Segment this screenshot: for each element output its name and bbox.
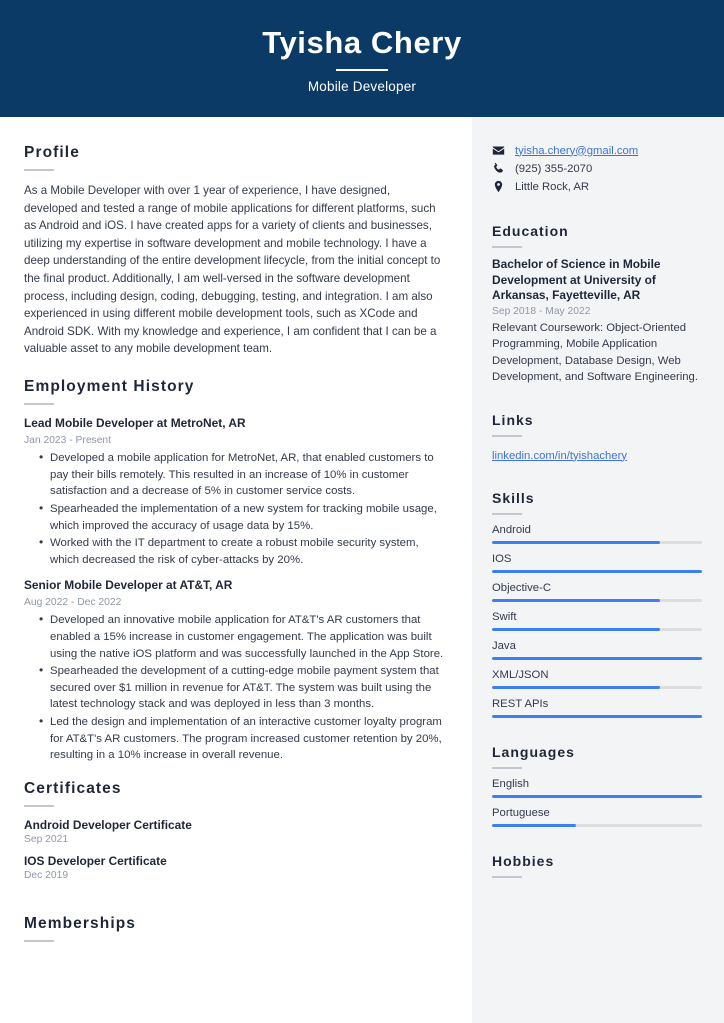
languages-heading-rule: [492, 767, 522, 769]
job-bullet: • Spearheaded the implementation of a new system for tracking mobile usage, which improved the accuracy of usage data by 15%.: [41, 501, 446, 534]
link-linkedin[interactable]: linkedin.com/in/tyishachery: [492, 449, 627, 462]
job-entry: [24, 416, 446, 568]
contact-phone-value: (925) 355-2070: [515, 162, 593, 175]
phone-icon: [492, 162, 508, 175]
skill-label: XML/JSON: [492, 668, 549, 681]
section-education: [492, 223, 702, 386]
links-heading: Links: [492, 411, 534, 428]
memberships-heading: Memberships: [24, 915, 137, 933]
skills-heading-rule: [492, 513, 522, 515]
section-memberships: [24, 915, 446, 942]
skill-bar-fill: [492, 541, 660, 544]
skill-bar-track: [492, 686, 702, 689]
job-title: Lead Mobile Developer at MetroNet, AR: [24, 416, 246, 431]
certificate-name: Android Developer Certificate: [24, 818, 192, 833]
hobbies-heading-rule: [492, 876, 522, 878]
languages-heading: Languages: [492, 743, 575, 760]
job-bullet: • Developed an innovative mobile application for AT&T's AR customers that enabled a 15% increase in customer engagement. The application was built using the native iOS platform and was successfully launched in the App Store.: [41, 612, 446, 662]
profile-text: As a Mobile Developer with over 1 year of experience, I have designed, developed and tested a range of mobile applications for different platforms, such as Android and iOS. I have created apps for a variety of clients and businesses, utilizing my expertise in software development and mobile technology. I have a deep understanding of the entire development lifecycle, from the initial concept to the final product. Additionally, I am well-versed in the software development process, including design, coding, debugging, testing, and integration. I am also experienced in using different mobile development tools, such as XCode and Android SDK. With my knowledge and experience, I am confident that I can be a valuable asset to any mobile development team.: [24, 184, 441, 356]
skill-label: Android: [492, 523, 531, 536]
profile-heading-rule: [24, 169, 54, 171]
job-dates: Jan 2023 - Present: [24, 434, 112, 446]
skill-item: [492, 524, 702, 544]
resume-body: [0, 117, 724, 1023]
certificates-heading: Certificates: [24, 780, 122, 798]
language-label: Portuguese: [492, 806, 550, 819]
job-bullet: • Spearheaded the development of a cutting-edge mobile payment system that secured over $1 million in revenue for AT&T. The system was built using the latest technology stack and was deployed in less than 3 months.: [41, 663, 446, 713]
contact-location-value: Little Rock, AR: [515, 180, 590, 193]
job-bullet: • Led the design and implementation of an interactive customer loyalty program for AT&T's AR customers. The program increased customer retention by 20%, resulting in a 10% increase in overall revenue.: [41, 714, 446, 764]
skill-item: [492, 640, 702, 660]
contact-email-row[interactable]: [492, 144, 702, 157]
skill-bar-fill: [492, 628, 660, 631]
profile-heading: Profile: [24, 144, 80, 161]
skill-bar-track: [492, 628, 702, 631]
candidate-name: Tyisha Chery: [262, 25, 462, 61]
certificate-date: Dec 2019: [24, 870, 69, 882]
skill-item: [492, 669, 702, 689]
links-heading-rule: [492, 435, 522, 437]
candidate-job-title: Mobile Developer: [307, 78, 417, 94]
skill-bar-fill: [492, 599, 660, 602]
skill-bar-fill: [492, 657, 702, 660]
job-title: Senior Mobile Developer at AT&T, AR: [24, 578, 233, 593]
hobbies-heading: Hobbies: [492, 852, 555, 869]
certificate-name: IOS Developer Certificate: [24, 854, 167, 869]
section-profile: [24, 144, 446, 358]
resume-header: [0, 0, 724, 117]
job-dates: Aug 2022 - Dec 2022: [24, 596, 122, 608]
contact-email-value[interactable]: tyisha.chery@gmail.com: [515, 144, 639, 157]
education-heading: Education: [492, 223, 569, 239]
language-item: [492, 807, 702, 827]
certificate-entry: [24, 854, 446, 881]
section-hobbies: [492, 853, 702, 878]
employment-heading-rule: [24, 403, 54, 405]
language-bar-fill: [492, 795, 702, 798]
skill-bar-track: [492, 570, 702, 573]
section-skills: [492, 490, 702, 718]
language-item: [492, 778, 702, 798]
skill-label: Java: [492, 639, 516, 652]
header-divider: [336, 69, 388, 71]
education-dates: Sep 2018 - May 2022: [492, 306, 591, 318]
contact-location-row: [492, 180, 702, 193]
job-bullet: • Developed a mobile application for MetroNet, AR, that enabled customers to pay their bills remotely. This resulted in an increase of 10% in customer satisfaction and a decrease of 5% in customer service costs.: [41, 450, 446, 500]
section-links: [492, 412, 702, 464]
job-bullet-list: [24, 450, 446, 568]
job-bullet-list: [24, 612, 446, 764]
contact-list: [492, 144, 702, 193]
skill-bar-track: [492, 657, 702, 660]
memberships-heading-rule: [24, 940, 54, 942]
language-bar-track: [492, 824, 702, 827]
skill-bar-track: [492, 715, 702, 718]
education-heading-rule: [492, 246, 522, 248]
skill-label: IOS: [492, 552, 512, 565]
skill-item: [492, 698, 702, 718]
skill-bar-fill: [492, 686, 660, 689]
certificates-heading-rule: [24, 805, 54, 807]
envelope-icon: [492, 144, 508, 157]
certificate-entry: [24, 818, 446, 845]
employment-heading: Employment History: [24, 378, 195, 396]
skill-label: Swift: [492, 610, 517, 623]
language-label: English: [492, 777, 530, 790]
section-certificates: [24, 780, 446, 881]
skill-item: [492, 582, 702, 602]
contact-phone-row: [492, 162, 702, 175]
skill-bar-fill: [492, 570, 702, 573]
job-entry: [24, 578, 446, 764]
section-employment-history: [24, 378, 446, 764]
education-description: Relevant Coursework: Object-Oriented Programming, Mobile Application Development, Database Design, Web Development, and Software Engineering.: [492, 322, 698, 384]
section-languages: [492, 744, 702, 827]
education-degree: Bachelor of Science in Mobile Development at University of Arkansas, Fayetteville, AR: [492, 257, 661, 303]
main-column: [0, 117, 472, 1023]
skill-bar-fill: [492, 715, 702, 718]
skill-bar-track: [492, 599, 702, 602]
skill-item: [492, 553, 702, 573]
skill-item: [492, 611, 702, 631]
language-bar-fill: [492, 824, 576, 827]
skill-label: REST APIs: [492, 697, 549, 710]
sidebar-column: [472, 117, 724, 1023]
skills-heading: Skills: [492, 489, 535, 506]
language-bar-track: [492, 795, 702, 798]
section-spacer: [24, 897, 446, 915]
certificate-date: Sep 2021: [24, 834, 69, 846]
location-pin-icon: [492, 180, 508, 193]
job-bullet: • Worked with the IT department to create a robust mobile security system, which decreased the risk of cyber-attacks by 20%.: [41, 535, 446, 568]
skill-label: Objective-C: [492, 581, 552, 594]
skill-bar-track: [492, 541, 702, 544]
